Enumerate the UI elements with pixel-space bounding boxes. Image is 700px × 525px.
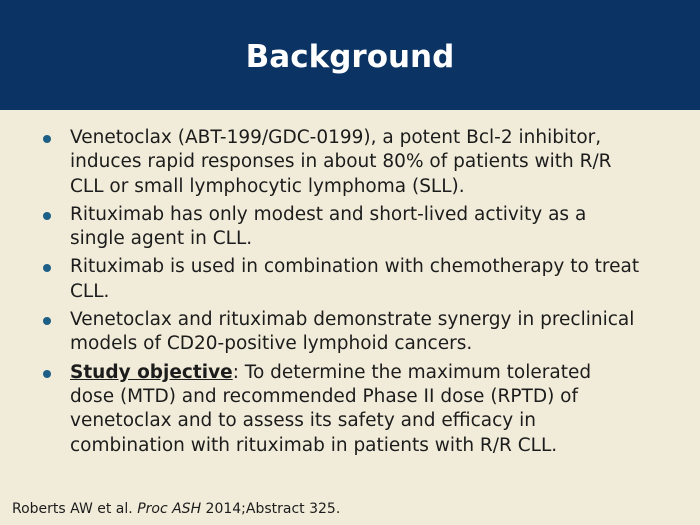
study-objective-label: Study objective [70, 361, 233, 383]
bullet-dot-icon [43, 370, 51, 378]
bullet-item [0, 308, 640, 357]
bullet-list [0, 126, 700, 462]
bullet-dot-icon [43, 135, 51, 143]
citation-journal: Proc ASH [137, 501, 202, 517]
bullet-item-study-objective [0, 361, 640, 458]
bullet-item [0, 203, 640, 252]
bullet-dot-icon [43, 264, 51, 272]
bullet-text: Rituximab is used in combination with chemotherapy to treat CLL. [70, 256, 640, 302]
bullet-text: : To determine the maximum tolerated dose (MTD) and recommended Phase II dose (RPTD) of venetoclax and to assess its safety and efficacy in combination with rituximab in patients with R/R CLL. [70, 361, 592, 456]
bullet-text: Venetoclax and rituximab demonstrate synergy in preclinical models of CD20-positive lymphoid cancers. [70, 309, 635, 355]
citation-authors: Roberts AW et al. [12, 501, 133, 517]
bullet-text: Rituximab has only modest and short-lived activity as a single agent in CLL. [70, 203, 587, 250]
bullet-item [0, 255, 640, 304]
slide-title: Background [245, 39, 455, 75]
citation-details: 2014;Abstract 325. [205, 501, 341, 517]
bullet-dot-icon [43, 212, 51, 220]
bullet-item [0, 126, 640, 199]
bullet-text: Venetoclax (ABT-199/GDC-0199), a potent Bcl-2 inhibitor, induces rapid responses in about 80% of patients with R/R CLL or small lymphocytic lymphoma (SLL). [70, 127, 612, 197]
citation [12, 500, 340, 518]
bullet-dot-icon [43, 317, 51, 325]
